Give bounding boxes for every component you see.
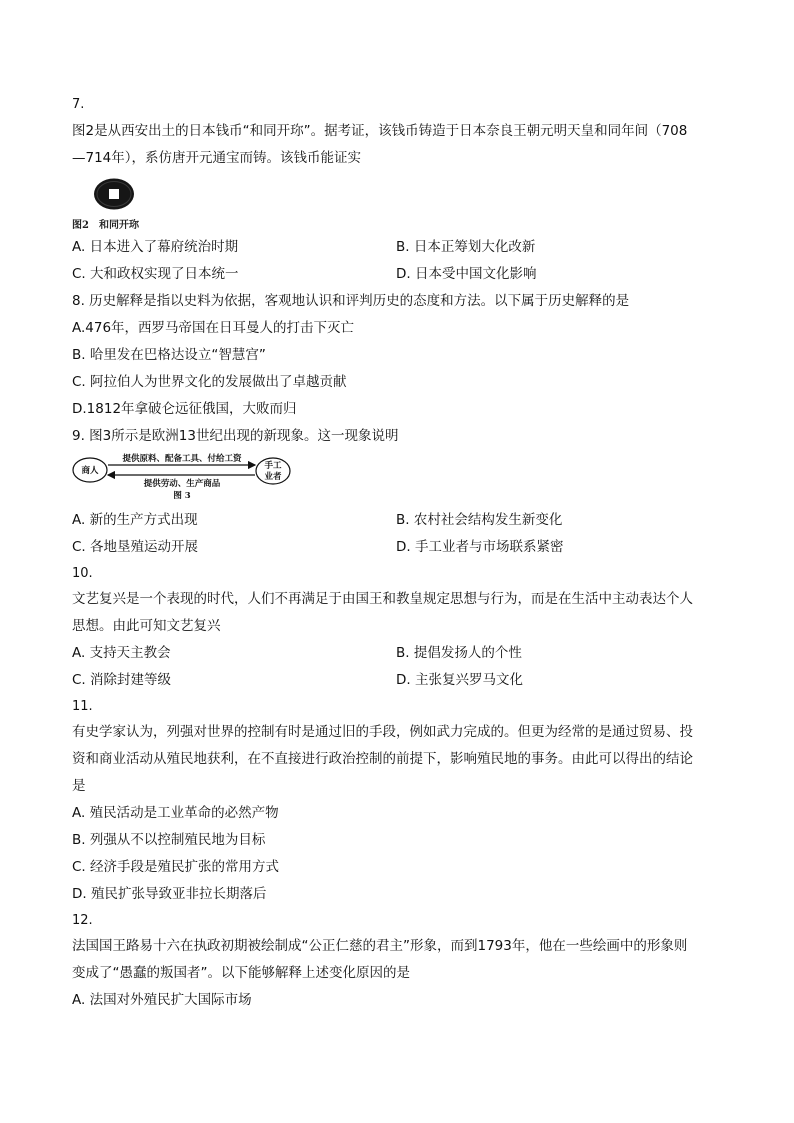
q10-option-a: A. 支持天主教会 [72, 645, 171, 661]
q11-stem-line2: 资和商业活动从殖民地获利，在不直接进行政治控制的前提下，影响殖民地的事务。由此可以得出的结论 [72, 751, 693, 767]
figure-3-caption: 图 3 [173, 491, 191, 501]
q11-option-a: A. 殖民活动是工业革命的必然产物 [72, 805, 279, 821]
q7-figure-caption: 图2 和同开珎 [72, 220, 139, 231]
q12-stem-line1: 法国国王路易十六在执政初期被绘制成“公正仁慈的君主”形象，而到1793年，他在一些绘画中的形象则 [72, 938, 688, 954]
artisan-node [256, 458, 290, 484]
q9-option-d: D. 手工业者与市场联系紧密 [396, 539, 564, 555]
q12-number: 12. [72, 913, 93, 928]
q10-number: 10. [72, 566, 93, 581]
q7-number: 7. [72, 97, 85, 112]
coin-image [93, 177, 137, 211]
q7-option-b: B. 日本正筹划大化改新 [396, 239, 536, 255]
q11-number: 11. [72, 699, 93, 714]
q9-option-a: A. 新的生产方式出现 [72, 512, 198, 528]
merchant-node [73, 458, 107, 482]
artisan-label-line2: 业者 [264, 472, 282, 482]
q8-option-d: D.1812年拿破仑远征俄国，大败而归 [72, 401, 297, 417]
q10-option-c: C. 消除封建等级 [72, 672, 172, 688]
q10-option-d: D. 主张复兴罗马文化 [396, 672, 523, 688]
q9-option-b: B. 农村社会结构发生新变化 [396, 512, 563, 528]
q11-stem-line1: 有史学家认为，列强对世界的控制有时是通过旧的手段，例如武力完成的。但更为经常的是通过贸易、投 [72, 724, 693, 740]
q10-option-b: B. 提倡发扬人的个性 [396, 645, 522, 661]
q8-option-c: C. 阿拉伯人为世界文化的发展做出了卓越贡献 [72, 374, 347, 390]
q11-option-b: B. 列强从不以控制殖民地为目标 [72, 832, 266, 848]
q7-stem-line1: 图2是从西安出土的日本钱币“和同开珎”。据考证，该钱币铸造于日本奈良王朝元明天皇和同年间（708 [72, 123, 688, 139]
q8-stem: 8. 历史解释是指以史料为依据，客观地认识和评判历史的态度和方法。以下属于历史解释的是 [72, 293, 630, 309]
q11-option-d: D. 殖民扩张导致亚非拉长期落后 [72, 886, 267, 902]
q12-stem-line2: 变成了“愚蠢的叛国者”。以下能够解释上述变化原因的是 [72, 965, 410, 981]
q10-stem-line1: 文艺复兴是一个表现的时代，人们不再满足于由国王和教皇规定思想与行为，而是在生活中主动表达个人 [72, 591, 693, 607]
q8-option-a: A.476年，西罗马帝国在日耳曼人的打击下灭亡 [72, 320, 355, 336]
artisan-label-line1: 手工 [264, 461, 282, 471]
q7-option-d: D. 日本受中国文化影响 [396, 266, 537, 282]
merchant-label: 商人 [81, 466, 99, 476]
q10-stem-line2: 思想。由此可知文艺复兴 [72, 618, 221, 634]
top-arrow-label: 提供原料、配备工具、付给工资 [122, 454, 242, 464]
q9-option-c: C. 各地垦殖运动开展 [72, 539, 199, 555]
bottom-arrow-label: 提供劳动、生产商品 [143, 479, 221, 489]
q7-option-c: C. 大和政权实现了日本统一 [72, 266, 239, 282]
q11-stem-line3: 是 [72, 778, 86, 794]
q7-stem-line2: —714年），系仿唐开元通宝而铸。该钱币能证实 [72, 150, 362, 166]
q7-option-a: A. 日本进入了幕府统治时期 [72, 239, 239, 255]
q9-stem: 9. 图3所示是欧洲13世纪出现的新现象。这一现象说明 [72, 428, 399, 444]
q12-option-a: A. 法国对外殖民扩大国际市场 [72, 992, 252, 1008]
q8-option-b: B. 哈里发在巴格达设立“智慧宫” [72, 347, 266, 363]
q11-option-c: C. 经济手段是殖民扩张的常用方式 [72, 859, 280, 875]
figure-3-diagram [72, 452, 294, 502]
